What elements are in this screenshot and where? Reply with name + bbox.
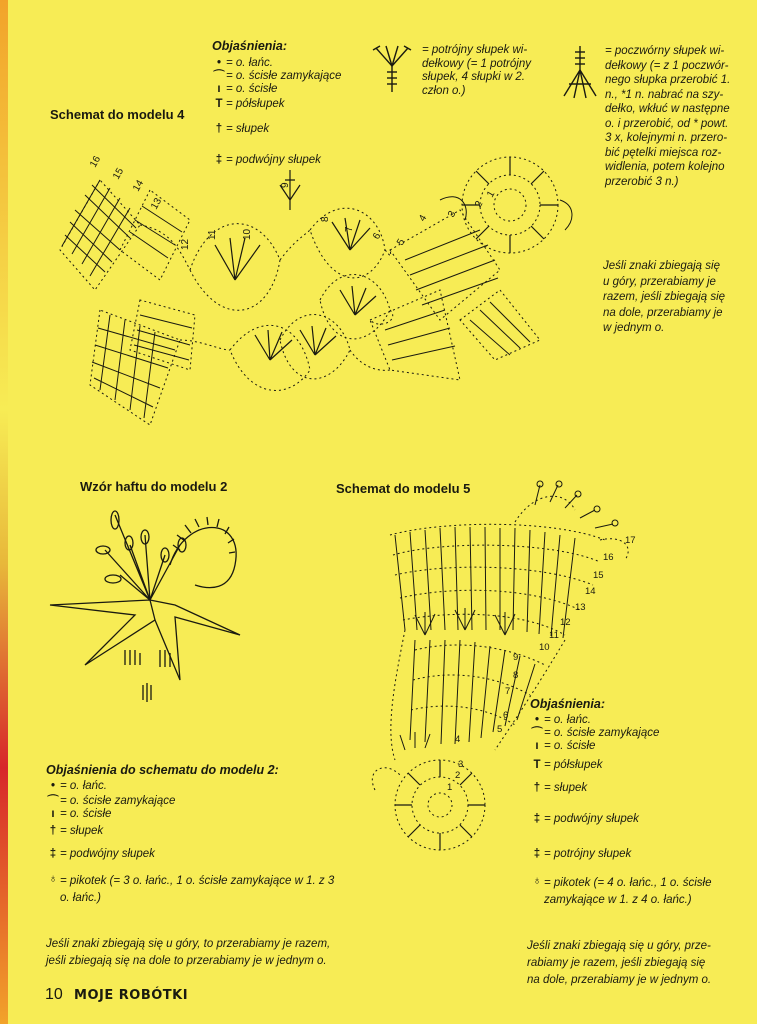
row-number: 6: [371, 231, 384, 242]
page-footer: [45, 985, 188, 1004]
quadruple-forked-stitch-icon: [562, 44, 598, 100]
half-treble-icon: T: [215, 98, 223, 110]
picot-icon: ♁: [532, 875, 542, 887]
row-number: 8: [513, 670, 519, 681]
row-number: 5: [497, 724, 503, 735]
row-number: 17: [625, 535, 636, 546]
row-number: 15: [111, 166, 127, 182]
row-number: 11: [549, 630, 559, 641]
legend-item: † = słupek: [46, 825, 376, 838]
row-number: 10: [242, 228, 253, 240]
slip-arc-icon: ⌒: [213, 70, 225, 82]
row-number: 10: [539, 642, 550, 653]
row-number: 2: [473, 199, 486, 210]
schemat-5-title: Schemat do modelu 5: [336, 481, 471, 496]
row-number: 15: [593, 570, 604, 581]
row-number: 12: [560, 617, 571, 628]
row-number: 3: [458, 759, 464, 770]
half-treble-icon: T: [533, 759, 541, 771]
row-number: 14: [585, 586, 596, 597]
slip-stitch-icon: ı: [217, 83, 221, 95]
picot-fans: [515, 481, 628, 560]
row-number: 8: [320, 216, 331, 222]
legend-item: ♁ = pikotek (= 4 o. łańc., 1 o. ścisłe zamykające w 1. z 4 o. łańc.): [530, 875, 745, 909]
row-number: 14: [131, 178, 147, 194]
slip-arc-icon: ⌒: [47, 795, 59, 807]
schemat-4-row-numbers: [88, 154, 498, 250]
row-number: 12: [180, 238, 191, 250]
legend-item-slip-closing: ⌒= o. ścisłe zamykające: [213, 70, 342, 82]
double-treble-icon: ‡: [49, 848, 57, 860]
legend-item: ♁ = pikotek (= 3 o. łańc., 1 o. ścisłe zamykające w 1. z 3 o. łańc.): [46, 873, 376, 907]
row-number: 7: [505, 686, 511, 697]
slip-stitch-icon: ı: [535, 740, 539, 752]
double-treble-icon: ‡: [533, 813, 541, 825]
triple-treble-icon: ‡: [533, 848, 541, 860]
legend-2-heading: Objaśnienia do schematu do modelu 2:: [46, 763, 279, 777]
triple-stitch-note: = potrójny słupek wi- dełkowy (= 1 potrójny słupek, 4 słupki w 2. człon o.): [422, 44, 531, 97]
row-number: 16: [88, 154, 104, 170]
legend-item: ı = o. ścisłe: [46, 808, 376, 821]
legend-item: • = o. łańc.: [530, 714, 745, 727]
row-number: 9: [280, 182, 291, 188]
legend-item: ı = o. ścisłe: [530, 740, 745, 753]
picot-icon: ♁: [48, 873, 58, 885]
legend-item: ‡ = podwójny słupek: [46, 848, 376, 861]
legend-item: T = półsłupek: [530, 759, 745, 772]
triple-forked-stitch-icon: [372, 44, 412, 94]
chain-connections: [140, 225, 393, 370]
legend-item: ⌒= o. ścisłe zamykające: [47, 795, 176, 807]
row-number: 5: [395, 237, 408, 248]
row-number: 7: [344, 226, 355, 232]
schemat-4-title: Schemat do modelu 4: [50, 107, 185, 122]
legend-item-double-treble: ‡ = podwójny słupek: [212, 154, 372, 167]
converge-note-top: Jeśli znaki zbiegają się u góry, przerabiamy je razem, jeśli zbiegają się na dole, przerabiamy je w jednym o.: [603, 260, 726, 334]
page-edge-strip: [0, 0, 8, 1024]
legend-item: † = słupek: [530, 782, 745, 795]
legend-item-half-treble: T = półsłupek: [212, 98, 372, 111]
cone-outer-rows: [390, 524, 605, 635]
row-number: 11: [207, 229, 218, 240]
legend-item-slip: ı = o. ścisłe: [212, 83, 372, 96]
double-treble-icon: ‡: [215, 154, 223, 166]
top-legend: [212, 40, 372, 167]
row-number: 6: [503, 710, 509, 721]
embroidery-pattern: [45, 505, 245, 705]
shell-fans-middle: [190, 208, 390, 390]
wzor-haftu-title: Wzór haftu do modelu 2: [80, 479, 228, 494]
page-number: 10: [45, 986, 63, 1003]
row-number: 3: [446, 209, 459, 220]
row-number: 16: [603, 552, 614, 563]
magazine-title: MOJE ROBÓTKI: [74, 988, 189, 1003]
fan-block-right-stitches: [385, 230, 540, 360]
legend-model-5: [530, 698, 745, 909]
legend-item: ‡ = potrójny słupek: [530, 848, 745, 861]
slip-stitch-icon: ı: [51, 808, 55, 820]
legend-item: ‡ = podwójny słupek: [530, 813, 745, 826]
legend-item-treble: † = słupek: [212, 123, 372, 136]
chain-stitch-icon: •: [50, 780, 56, 792]
legend-5-note: Jeśli znaki zbiegają się u góry, prze- rabiamy je razem, jeśli zbiegają się na dole, przerabiamy je w jednym o.: [527, 940, 712, 986]
row-number: 4: [455, 734, 461, 745]
row-number: 1: [447, 782, 453, 793]
row-number: 2: [455, 770, 461, 781]
schemat-4-diagram: [40, 150, 590, 440]
row-number: 1: [485, 189, 498, 200]
chain-stitch-icon: •: [216, 57, 222, 69]
fan-block-right: [370, 210, 500, 380]
slip-arc-icon: ⌒: [531, 727, 543, 739]
treble-icon: †: [49, 825, 57, 837]
fan-block-left-bottom: [90, 310, 180, 425]
treble-icon: †: [215, 123, 223, 135]
shell-fan-stitches: [215, 170, 376, 360]
legend-2-note: Jeśli znaki zbiegają się u góry, to przerabiamy je razem, jeśli zbiegają się na dole to przerabiamy je w jednym o.: [46, 938, 331, 967]
quadruple-stitch-note: = poczwórny słupek wi- dełkowy (= z 1 poczwór- nego słupka przerobić 1. n., *1 n. nabrać na szy- dełko, wkłuć w następne o. i przerobić, od * powt. 3 x, kolejnymi n. przero- bić pętelki miejsca roz- widlenia, potem kolejno przerobić 3 n.): [605, 45, 731, 188]
row-number: 9: [513, 652, 519, 663]
legend-5-heading: Objaśnienia:: [530, 697, 606, 711]
bottom-medallion: [372, 732, 485, 850]
chain-stitch-icon: •: [534, 714, 540, 726]
row-number: 4: [417, 213, 430, 224]
top-legend-heading: Objaśnienia:: [212, 39, 288, 53]
cone-stitch-columns: [395, 527, 575, 638]
row-number: 13: [149, 196, 165, 212]
legend-item-chain: • = o. łańc.: [212, 57, 372, 70]
legend-item: ⌒= o. ścisłe zamykające: [531, 727, 660, 739]
legend-model-2: [46, 764, 376, 907]
treble-icon: †: [533, 782, 541, 794]
row-number: 13: [575, 602, 586, 613]
legend-item: • = o. łańc.: [46, 780, 376, 793]
